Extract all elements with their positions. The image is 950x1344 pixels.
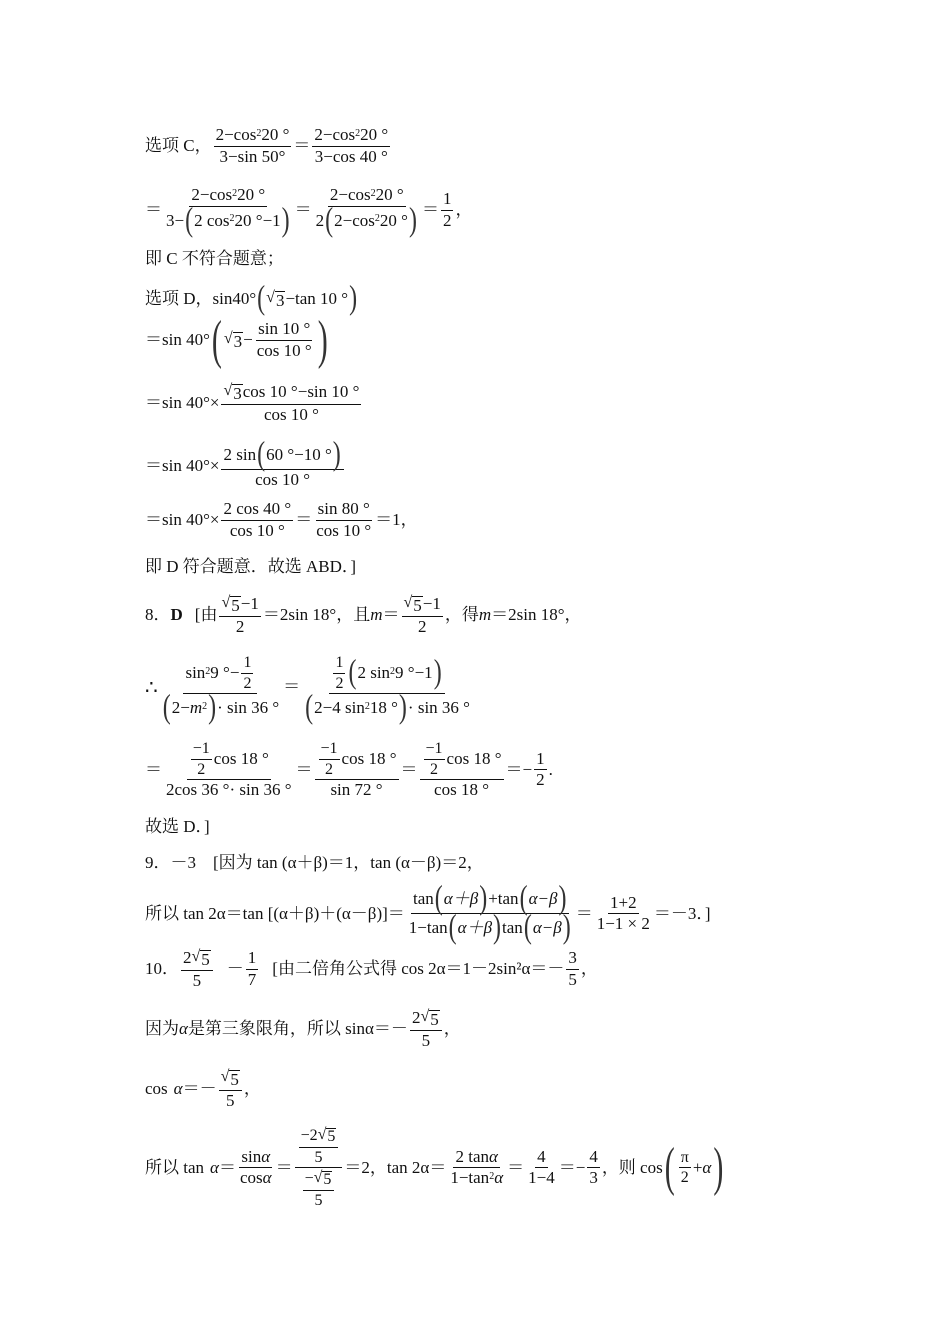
line-d-step3: ＝sin 40°× 2 sin ( 60 °−10 ° ) cos 10 ° <box>145 442 890 490</box>
fraction-sin-alpha: 2 √ 5 5 <box>410 1008 442 1051</box>
line-q10-cos: cos α ＝－ √ 5 5 ， <box>145 1068 261 1110</box>
fraction-q8-c: $\frac{-1}{2}$ cos 18 ° 2cos 36 °· sin 36 ° <box>166 740 292 800</box>
line-q8-step1: ∴ sin $^2$ 9 °− $\frac{1}{2}$ ( 2− m $^2$ ) · sin 36 ° ＝ $\frac{1}{2}$ ( 2 sin $^2$ 9 °−1 ) ( 2−4 sin $^2$ 18 ° ) · sin 36 ° <box>145 654 470 727</box>
sqrt-3: √ 3 <box>266 288 285 310</box>
fraction-tan-alpha: sin α cos α <box>239 1146 272 1188</box>
line-d-conclusion: 即 D 符合题意．故选 ABD．] <box>145 557 357 576</box>
fraction-pi-2: $\frac{\pi}{2}$ <box>680 1148 689 1187</box>
line-option-c-cont: ＝ 2−cos $^2$ 20 ° 3− ( 2 cos $^2$ 20 °−1 ) ＝ 2−cos $^2$ 20 ° 2 ( 2−cos $^2$ 20 ° ) ＝ $\frac{1}{2}$ ， <box>145 185 473 239</box>
line-q10-sin: 因为 α 是第三象限角，所以 sinα＝－ 2 √ 5 5 ， <box>145 1008 461 1050</box>
line-q10: 10． 2 √ 5 5 － $\frac{1}{7}$ [由二倍角公式得 cos 2α＝1－2sin²α＝－ $\frac{3}{5}$ ， <box>145 948 598 990</box>
fraction-c2: 2−cos $^2$ 20 ° 3−cos 40 ° <box>314 125 389 166</box>
fraction-c3: 2−cos $^2$ 20 ° 3− ( 2 cos $^2$ 20 °−1 ) <box>166 185 290 239</box>
line-q9: 9．－3 [因为 tan (α＋β)＝1，tan (α－β)＝2， <box>145 853 484 872</box>
fraction-d4: $\frac{2 \cos 40 ^\circ}{\cos 10 ^\circ}$ <box>223 499 292 540</box>
fraction-complex: −2 √ 5 5 − √ 5 5 <box>295 1126 343 1210</box>
line-d-step4: ＝sin 40°× $\frac{2 \cos 40 ^\circ}{\cos 10 ^\circ}$ ＝ $\frac{\sin 80 ^\circ}{\cos 10 ^\circ}$ ＝1， <box>145 499 418 540</box>
fraction-4-3: $\frac{4}{3}$ <box>589 1146 598 1188</box>
fraction-q8-b: $\frac{1}{2}$ ( 2 sin $^2$ 9 °−1 ) ( 2−4 sin $^2$ 18 ° ) · sin 36 ° <box>305 654 470 727</box>
fraction-m: √ 5 −1 2 <box>403 594 441 636</box>
line-q8-step2: ＝ $\frac{-1}{2}$ cos 18 ° 2cos 36 °· sin 36 ° ＝ $\frac{-1}{2}$ cos 18 ° sin 72 ° ＝ $\frac{-1}{2}$ cos 18 ° cos 18 ° ＝− $\frac{1}{2}$ . <box>145 740 553 800</box>
fraction-d3: 2 sin ( 60 °−10 ° ) cos 10 ° <box>221 442 343 490</box>
line-q9-step: 所以 tan 2α＝tan [(α＋β)＋(α－β)]＝ tan ( α＋β ) + tan ( α−β ) 1−tan ( α＋β ) tan ( α−β ) ＝ $\frac{1+2}{1-1 \times 2}$ ＝－3．] <box>145 880 711 947</box>
fraction-c1: 2−cos $^2$ 20 ° 3−sin 50° <box>215 125 290 166</box>
option-c-label: 选项 C， <box>145 135 212 155</box>
line-c-conclusion: 即 C 不符合题意； <box>145 249 284 268</box>
line-option-d: 选项 D，sin40° ( √ 3 −tan 10 ° ) <box>145 280 358 318</box>
fraction-c4: 2−cos $^2$ 20 ° 2 ( 2−cos $^2$ 20 ° ) <box>315 185 417 239</box>
answer-8: D <box>170 604 183 624</box>
fraction-tan2alpha: 2 tan α 1−tan $^2$ α <box>450 1146 504 1188</box>
line-option-c: 选项 C， 2−cos $^2$ 20 ° 3−sin 50° ＝ 2−cos $^2$ 20 ° 3−cos 40 ° <box>145 125 389 166</box>
fraction-tan10: $\frac{\sin 10 ^\circ}{\cos 10 ^\circ}$ <box>256 319 312 360</box>
fraction-sqrt5-1: √ 5 −1 2 <box>221 594 259 636</box>
fraction-half: $\frac{1}{2}$ <box>442 188 452 230</box>
line-q8: 8． D [由 √ 5 −1 2 ＝2sin 18°，且 m ＝ √ 5 −1 2 ，得 m ＝2sin 18°， <box>145 594 582 636</box>
fraction-cos-alpha: √ 5 5 <box>219 1068 242 1111</box>
fraction-d5: $\frac{\sin 80 ^\circ}{\cos 10 ^\circ}$ <box>316 499 372 540</box>
fraction-q8-e: $\frac{-1}{2}$ cos 18 ° cos 18 ° <box>420 740 504 800</box>
fraction-3-5: $\frac{3}{5}$ <box>568 948 577 989</box>
fraction-d2: √ 3 cos 10 °−sin 10 ° cos 10 ° <box>223 382 360 424</box>
fraction-q8-a: sin $^2$ 9 °− $\frac{1}{2}$ ( 2− m $^2$ ) · sin 36 ° <box>162 654 280 727</box>
answer-10b: $\frac{1}{7}$ <box>247 948 257 989</box>
line-q10-tan: 所以 tan α ＝ sin α cos α ＝ −2 √ 5 5 − √ 5 5 ＝2，tan 2α＝ 2 tan α 1−tan $^2$ α ＝ $\frac{4}{1-4}$ ＝− $\frac{4}{3}$ ，则 cos ( $\frac{\pi}{2}$ + α ) <box>145 1126 724 1210</box>
line-d-step1: ＝sin 40° ( √ 3 − $\frac{\sin 10 ^\circ}{\cos 10 ^\circ}$ ) <box>145 310 328 370</box>
line-d-step2: ＝sin 40°× √ 3 cos 10 °−sin 10 ° cos 10 ° <box>145 382 360 424</box>
fraction-4-over: $\frac{4}{1-4}$ <box>528 1146 555 1188</box>
fraction-q8-d: $\frac{-1}{2}$ cos 18 ° sin 72 ° <box>315 740 399 800</box>
fraction-q9-a: tan ( α＋β ) + tan ( α−β ) 1−tan ( α＋β ) tan ( α−β ) <box>408 880 571 947</box>
question-number-8: 8． <box>145 604 171 624</box>
fraction-q8-result: $\frac{1}{2}$ <box>536 748 545 790</box>
fraction-q9-b: $\frac{1+2}{1-1 \times 2}$ <box>596 892 650 934</box>
question-number-10: 10． <box>145 958 179 978</box>
answer-10a: 2 √ 5 5 <box>181 948 213 991</box>
line-q8-conclusion: 故选 D．] <box>145 817 210 836</box>
